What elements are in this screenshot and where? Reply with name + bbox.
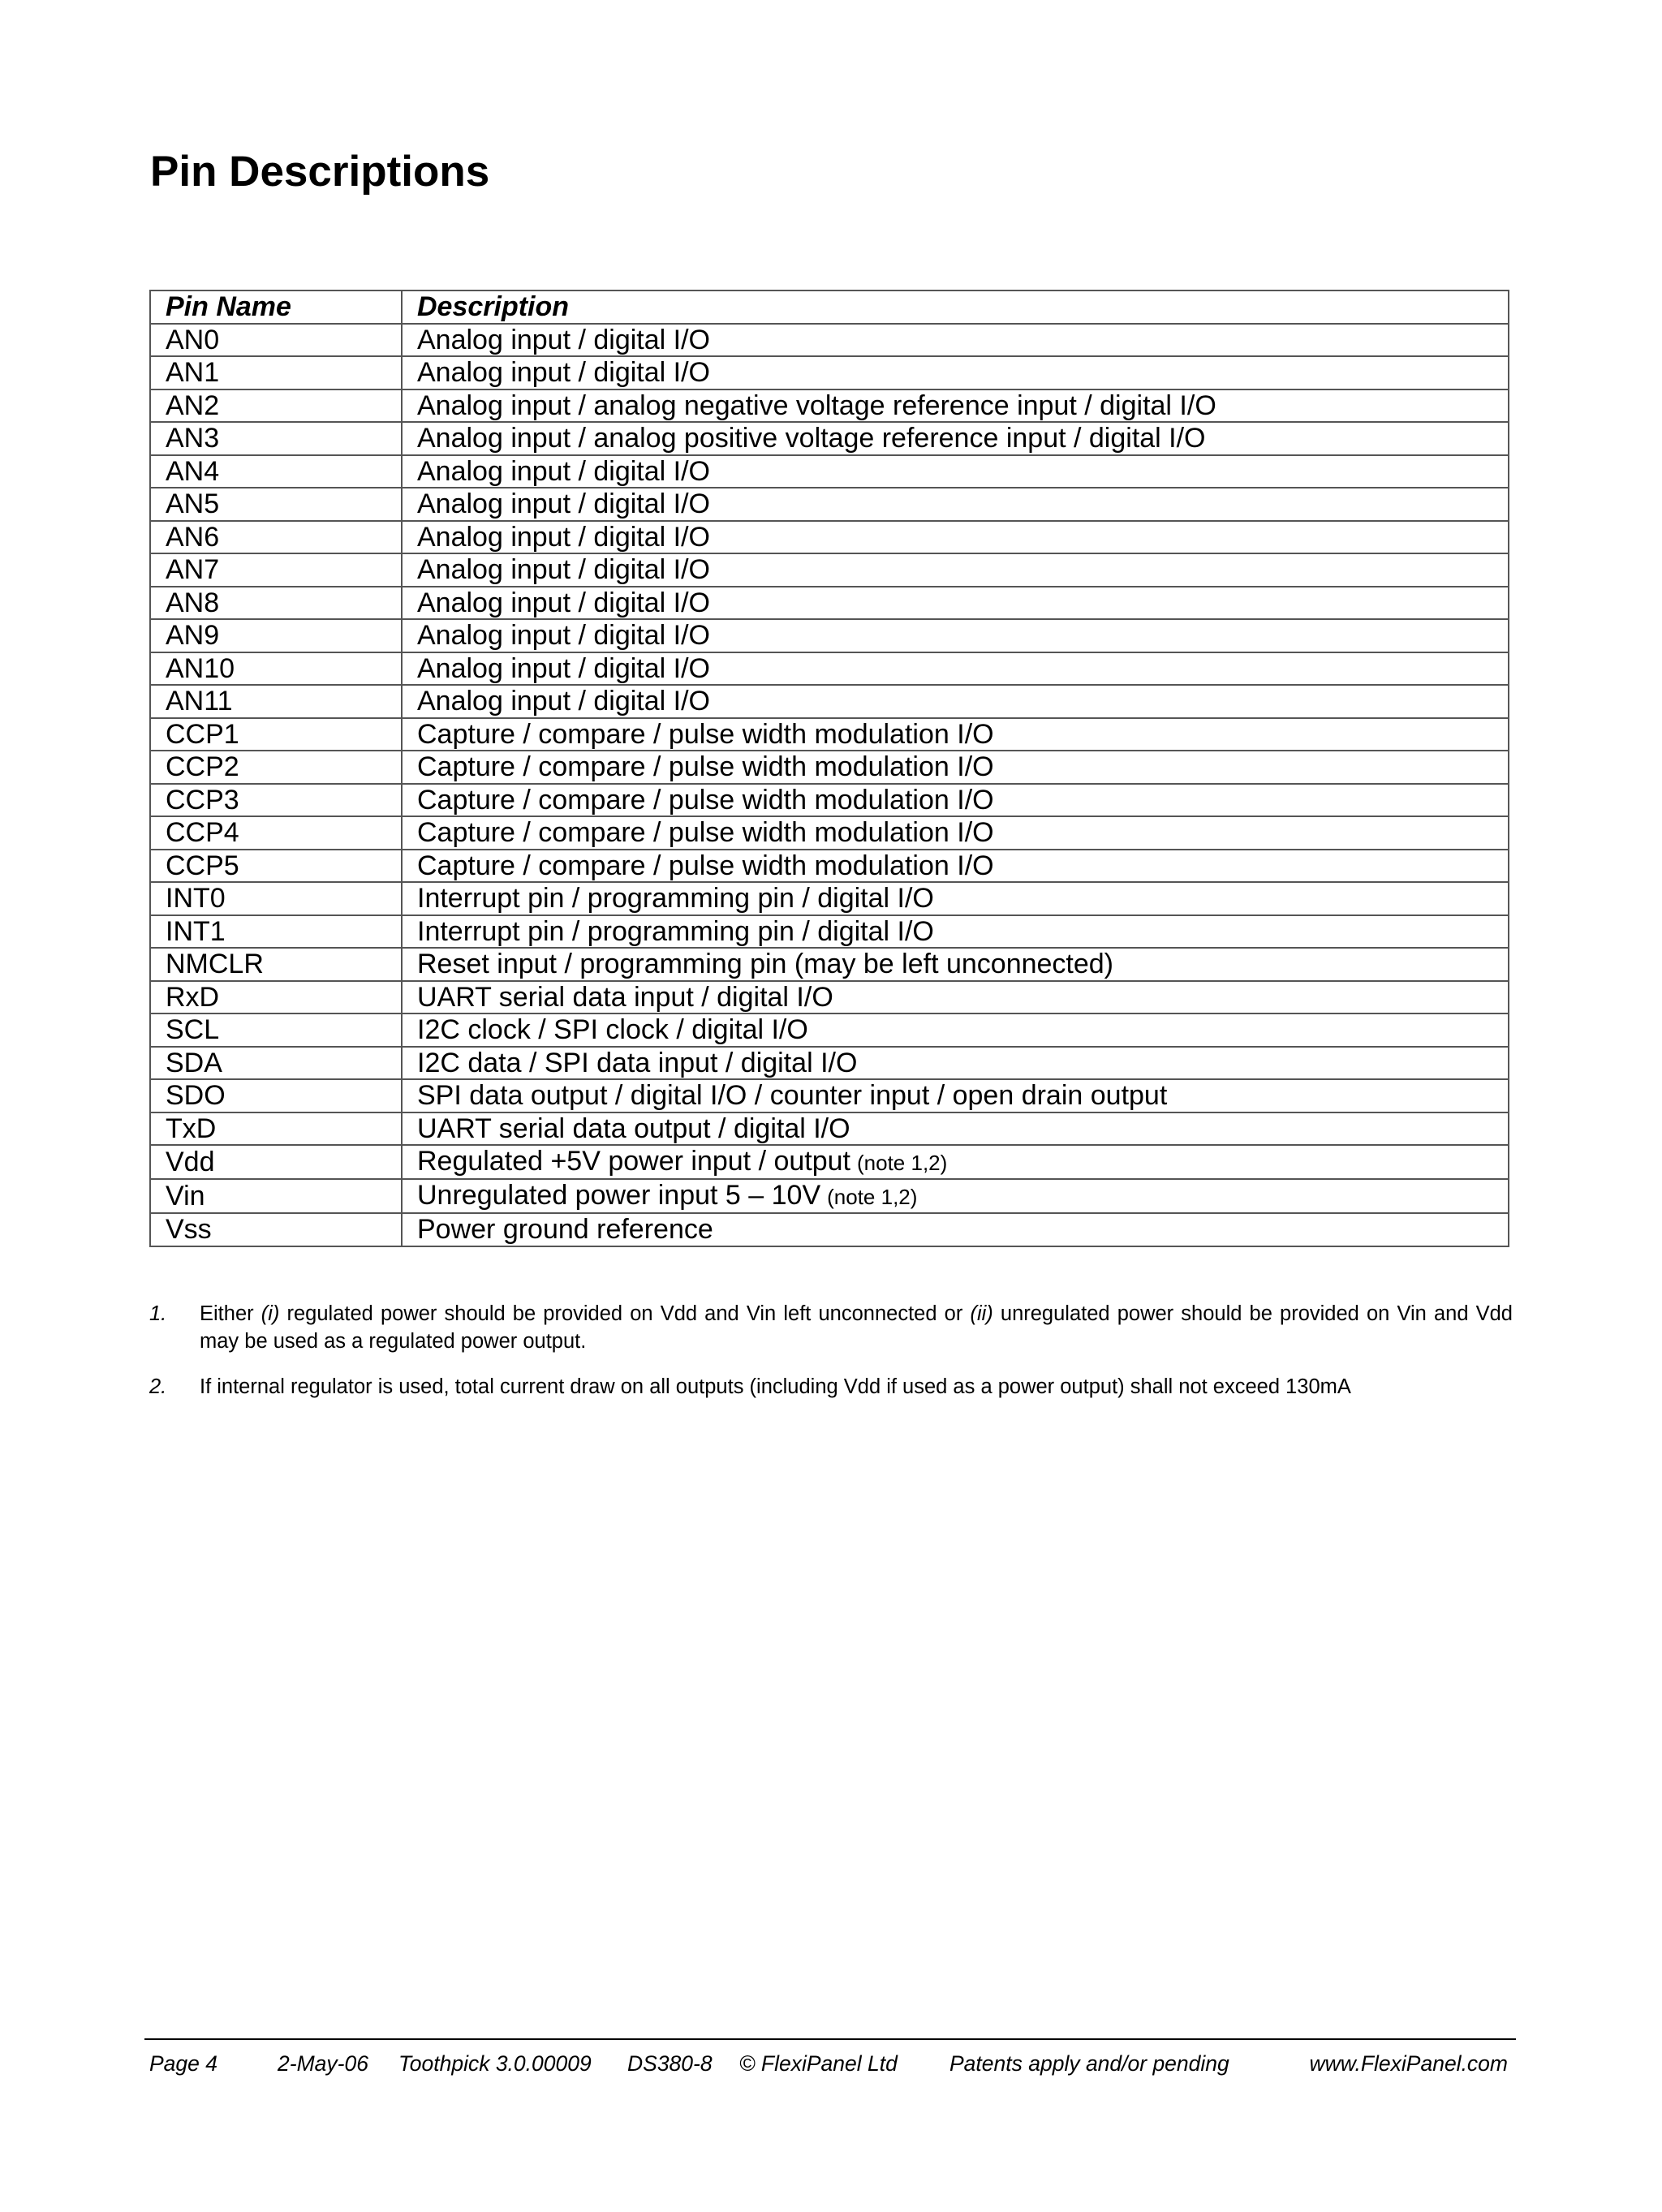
table-row [150,718,1509,751]
pin-description-cell [402,718,1509,751]
description-text: Analog input / digital I/O [417,357,711,389]
description-text: I2C clock / SPI clock / digital I/O [417,1014,808,1046]
description-text: I2C data / SPI data input / digital I/O [417,1047,858,1078]
description-text: Unregulated power input 5 – 10V [417,1180,821,1211]
description-text: Capture / compare / pulse width modulation I/O [417,850,994,881]
pin-name-cell: AN7 [150,553,402,587]
table-row [150,981,1509,1014]
table-row [150,1213,1509,1246]
table-body [150,324,1509,1246]
pin-name-cell: Vin [150,1179,402,1213]
pin-description-cell [402,356,1509,389]
description-text: Analog input / digital I/O [417,554,711,586]
pin-name-cell: AN0 [150,324,402,357]
table-row [150,619,1509,652]
description-text: Analog input / digital I/O [417,686,711,717]
footnote-item [149,1300,1513,1355]
description-text: SPI data output / digital I/O / counter input / open drain output [417,1080,1168,1112]
pin-name-cell: SCL [150,1013,402,1047]
description-text: Capture / compare / pulse width modulation I/O [417,751,994,783]
description-text: Capture / compare / pulse width modulation I/O [417,718,994,750]
pin-name-cell: INT1 [150,915,402,949]
pin-description-cell [402,619,1509,652]
table-row [150,587,1509,620]
table-row [150,455,1509,488]
pin-description-cell [402,553,1509,587]
table-row [150,422,1509,455]
footnote-number: 1. [149,1302,167,1325]
footnote-number: 2. [149,1375,167,1398]
table-row [150,1047,1509,1080]
pin-description-cell [402,915,1509,949]
description-text: Power ground reference [417,1214,713,1246]
pin-description-cell [402,1079,1509,1112]
table-row [150,553,1509,587]
pin-description-cell [402,455,1509,488]
footnote-text: If internal regulator is used, total current draw on all outputs (including Vdd if used as a power output) shall not exceed 130mA [200,1375,1351,1398]
pin-description-cell [402,816,1509,850]
footnotes [149,1300,1513,1418]
description-text: Analog input / digital I/O [417,324,711,355]
footnote-text: Either [200,1302,261,1325]
description-text: Capture / compare / pulse width modulation I/O [417,784,994,816]
pin-description-cell [402,784,1509,817]
table-row [150,882,1509,915]
pin-name-cell: Vss [150,1213,402,1246]
description-text: Analog input / digital I/O [417,488,711,520]
description-text: Analog input / digital I/O [417,587,711,618]
pin-name-cell: Vdd [150,1145,402,1179]
pin-name-cell: RxD [150,981,402,1014]
table-row [150,521,1509,554]
pin-name-cell: SDO [150,1079,402,1112]
table-row [150,1079,1509,1112]
pin-name-cell: NMCLR [150,948,402,981]
description-text: Regulated +5V power input / output [417,1146,850,1177]
pin-name-cell: AN11 [150,685,402,718]
pin-description-cell [402,652,1509,686]
pin-name-cell: AN1 [150,356,402,389]
description-text: Analog input / analog negative voltage reference input / digital I/O [417,389,1216,421]
footnote-text: (i) [260,1302,280,1325]
description-text: Analog input / digital I/O [417,620,711,652]
pin-description-cell [402,521,1509,554]
table-row [150,324,1509,357]
pin-description-cell [402,422,1509,455]
footnote-text: (ii) [970,1302,993,1325]
pin-description-cell [402,389,1509,423]
table-row [150,751,1509,784]
footer-divider [144,2038,1516,2040]
footer-patents: Patents apply and/or pending [949,2051,1229,2076]
pin-description-cell [402,587,1509,620]
pin-description-cell [402,1145,1509,1179]
pin-description-table [149,290,1509,1247]
column-header-pin-name: Pin Name [150,290,402,324]
pin-description-cell [402,1179,1509,1213]
pin-name-cell: CCP4 [150,816,402,850]
pin-name-cell: AN5 [150,488,402,521]
pin-description-cell [402,882,1509,915]
description-text: UART serial data input / digital I/O [417,981,833,1013]
pin-name-cell: AN6 [150,521,402,554]
pin-name-cell: AN4 [150,455,402,488]
footnote-text: unregulated power should be provided on Vin and Vdd may be used as a regulated power output. [200,1302,1513,1353]
table-row [150,685,1509,718]
pin-name-cell: TxD [150,1112,402,1146]
footer-copyright: © FlexiPanel Ltd [739,2051,898,2076]
pin-name-cell: AN9 [150,619,402,652]
description-text: Interrupt pin / programming pin / digital I/O [417,883,934,914]
table-row [150,389,1509,423]
pin-description-cell [402,1013,1509,1047]
table-header-row [150,290,1509,324]
description-text: Analog input / digital I/O [417,652,711,684]
table-row [150,948,1509,981]
pin-description-cell [402,948,1509,981]
footer-date: 2-May-06 [278,2051,368,2076]
pin-description-cell [402,1112,1509,1146]
pin-description-cell [402,850,1509,883]
table-row [150,356,1509,389]
pin-description-cell [402,685,1509,718]
table-row [150,784,1509,817]
footer-website: www.FlexiPanel.com [1309,2051,1508,2076]
pin-name-cell: AN10 [150,652,402,686]
pin-name-cell: AN8 [150,587,402,620]
pin-name-cell: CCP5 [150,850,402,883]
pin-name-cell: AN3 [150,422,402,455]
note-reference: (note 1,2) [827,1185,918,1209]
pin-name-cell: AN2 [150,389,402,423]
table-row [150,1013,1509,1047]
table-row [150,915,1509,949]
page-title: Pin Descriptions [150,148,490,196]
pin-description-cell [402,981,1509,1014]
pin-description-cell [402,324,1509,357]
table-row [150,1112,1509,1146]
table-row [150,488,1509,521]
pin-description-cell [402,1047,1509,1080]
pin-description-cell [402,488,1509,521]
footer-page-number: Page 4 [149,2051,217,2076]
description-text: Analog input / digital I/O [417,455,711,487]
table-row [150,850,1509,883]
pin-name-cell: CCP1 [150,718,402,751]
description-text: Interrupt pin / programming pin / digital I/O [417,915,934,947]
table-row [150,816,1509,850]
pin-description-cell [402,751,1509,784]
column-header-description: Description [402,290,1509,324]
table-row [150,1179,1509,1213]
pin-name-cell: CCP3 [150,784,402,817]
pin-name-cell: CCP2 [150,751,402,784]
description-text: UART serial data output / digital I/O [417,1112,850,1144]
table-row [150,1145,1509,1179]
footer-product: Toothpick 3.0.00009 [398,2051,592,2076]
pin-name-cell: INT0 [150,882,402,915]
description-text: Analog input / analog positive voltage reference input / digital I/O [417,423,1206,454]
note-reference: (note 1,2) [857,1151,948,1175]
pin-name-cell: SDA [150,1047,402,1080]
description-text: Reset input / programming pin (may be left unconnected) [417,949,1114,980]
pin-description-cell [402,1213,1509,1246]
description-text: Analog input / digital I/O [417,521,711,553]
footnote-item [149,1373,1513,1401]
footnote-text: regulated power should be provided on Vdd and Vin left unconnected or [279,1302,971,1325]
footer-doc-number: DS380-8 [627,2051,713,2076]
table-row [150,652,1509,686]
description-text: Capture / compare / pulse width modulation I/O [417,817,994,849]
